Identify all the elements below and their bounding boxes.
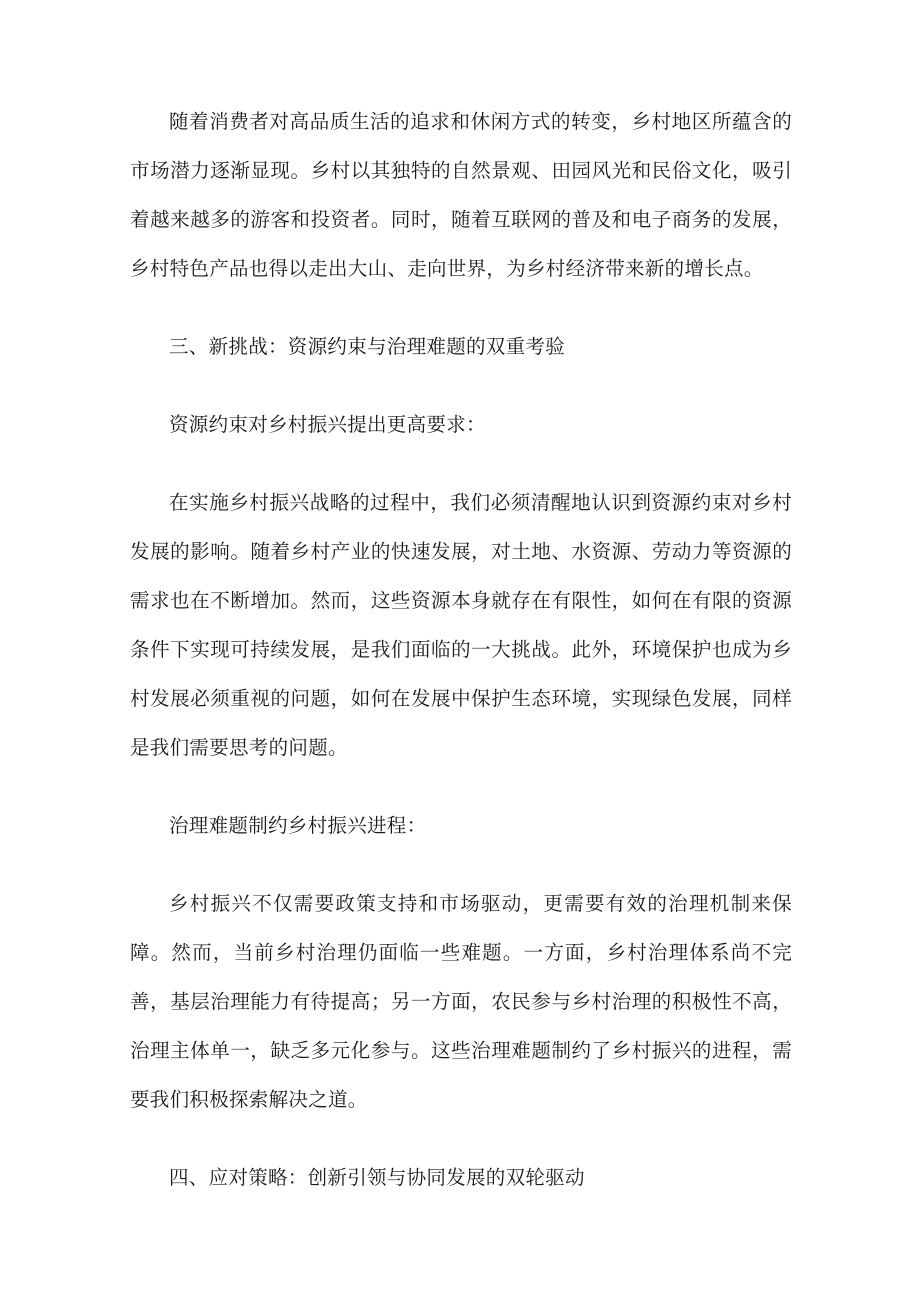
paragraph-spacer [130,772,792,801]
paragraph-spacer [130,449,792,478]
subheading-resource-constraints: 资源约束对乡村振兴提出更高要求： [169,413,486,436]
section-heading-strategies: 四、应对策略：创新引领与协同发展的双轮驱动 [169,1166,585,1189]
paragraph-spacer [130,293,792,322]
paragraph-governance-challenges: 乡村振兴不仅需要政策支持和市场驱动，更需要有效的治理机制来保障。然而，当前乡村治理仍面临一些难题。一方面，乡村治理体系尚不完善，基层治理能力有待提高；另一方面，农民参与乡村治理的积极性不高，治理主体单一，缺乏多元化参与。这些治理难题制约了乡村振兴的进程，需要我们积极探索解决之道。 [130,892,792,1111]
paragraph-spacer [130,371,792,400]
paragraph-spacer [130,1124,792,1153]
document-body [130,97,792,1202]
section-heading-new-challenges: 三、新挑战：资源约束与治理难题的双重考验 [169,335,566,358]
paragraph-spacer [130,850,792,879]
subheading-governance-challenges: 治理难题制约乡村振兴进程： [169,814,427,837]
paragraph-resource-constraints: 在实施乡村振兴战略的过程中，我们必须清醒地认识到资源约束对乡村发展的影响。随着乡村产业的快速发展，对土地、水资源、劳动力等资源的需求也在不断增加。然而，这些资源本身就存在有限性，如何在有限的资源条件下实现可持续发展，是我们面临的一大挑战。此外，环境保护也成为乡村发展必须重视的问题，如何在发展中保护生态环境，实现绿色发展，同样是我们需要思考的问题。 [130,491,792,759]
paragraph-market-potential: 随着消费者对高品质生活的追求和休闲方式的转变，乡村地区所蕴含的市场潜力逐渐显现。乡村以其独特的自然景观、田园风光和民俗文化，吸引着越来越多的游客和投资者。同时，随着互联网的普及和电子商务的发展，乡村特色产品也得以走出大山、走向世界，为乡村经济带来新的增长点。 [130,110,792,280]
